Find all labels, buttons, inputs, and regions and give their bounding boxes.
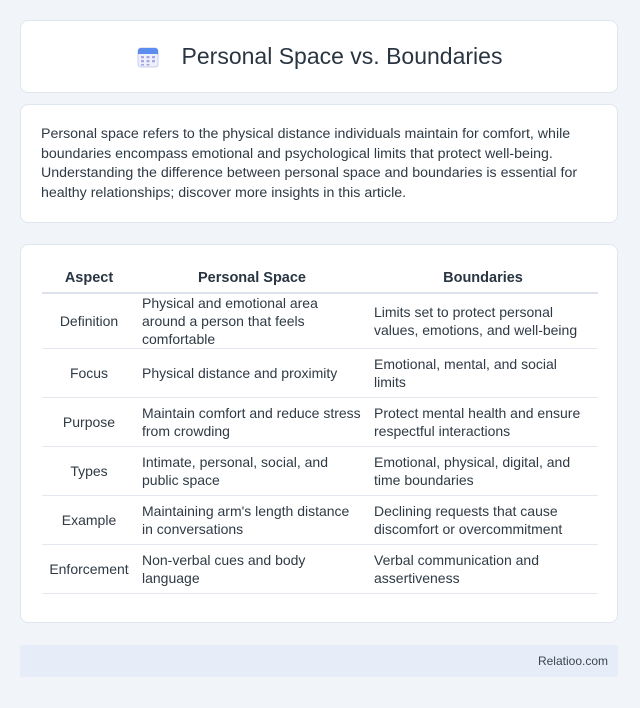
table-row	[42, 545, 598, 594]
table-row	[42, 447, 598, 496]
boundaries-cell: Limits set to protect personal values, emotions, and well-being	[368, 293, 598, 349]
table-row	[42, 293, 598, 349]
aspect-cell: Enforcement	[42, 545, 136, 594]
boundaries-cell: Declining requests that cause discomfort or overcommitment	[368, 496, 598, 545]
column-header-personal-space: Personal Space	[136, 263, 368, 293]
personal-space-cell: Physical and emotional area around a person that feels comfortable	[136, 293, 368, 349]
column-header-aspect: Aspect	[42, 263, 136, 293]
boundaries-cell: Protect mental health and ensure respectful interactions	[368, 398, 598, 447]
personal-space-cell: Maintain comfort and reduce stress from crowding	[136, 398, 368, 447]
comparison-table-card	[20, 244, 618, 623]
footer-brand: Relatioo.com	[537, 654, 608, 668]
column-header-boundaries: Boundaries	[368, 263, 598, 293]
aspect-cell: Example	[42, 496, 136, 545]
title-card	[20, 20, 618, 93]
boundaries-cell: Emotional, physical, digital, and time boundaries	[368, 447, 598, 496]
aspect-cell: Types	[42, 447, 136, 496]
aspect-cell: Definition	[42, 293, 136, 349]
footer-bar	[20, 645, 618, 677]
table-row	[42, 496, 598, 545]
aspect-cell: Purpose	[42, 398, 136, 447]
table-row	[42, 349, 598, 398]
page-title: Personal Space vs. Boundaries	[181, 43, 503, 69]
table-row	[42, 398, 598, 447]
personal-space-cell: Non-verbal cues and body language	[136, 545, 368, 594]
personal-space-cell: Physical distance and proximity	[136, 349, 368, 398]
table-header-row	[42, 263, 598, 293]
intro-text: Personal space refers to the physical distance individuals maintain for comfort, while boundaries encompass emotional and psychological limits that protect well-being. Understanding the difference between personal space and boundaries is essential for healthy relationships; discover more insights in this article.	[41, 126, 578, 201]
intro-card	[20, 104, 618, 223]
aspect-cell: Focus	[42, 349, 136, 398]
personal-space-cell: Intimate, personal, social, and public space	[136, 447, 368, 496]
boundaries-cell: Verbal communication and assertiveness	[368, 545, 598, 594]
comparison-table	[42, 263, 598, 594]
boundaries-cell: Emotional, mental, and social limits	[368, 349, 598, 398]
calendar-icon	[136, 45, 160, 69]
personal-space-cell: Maintaining arm's length distance in conversations	[136, 496, 368, 545]
